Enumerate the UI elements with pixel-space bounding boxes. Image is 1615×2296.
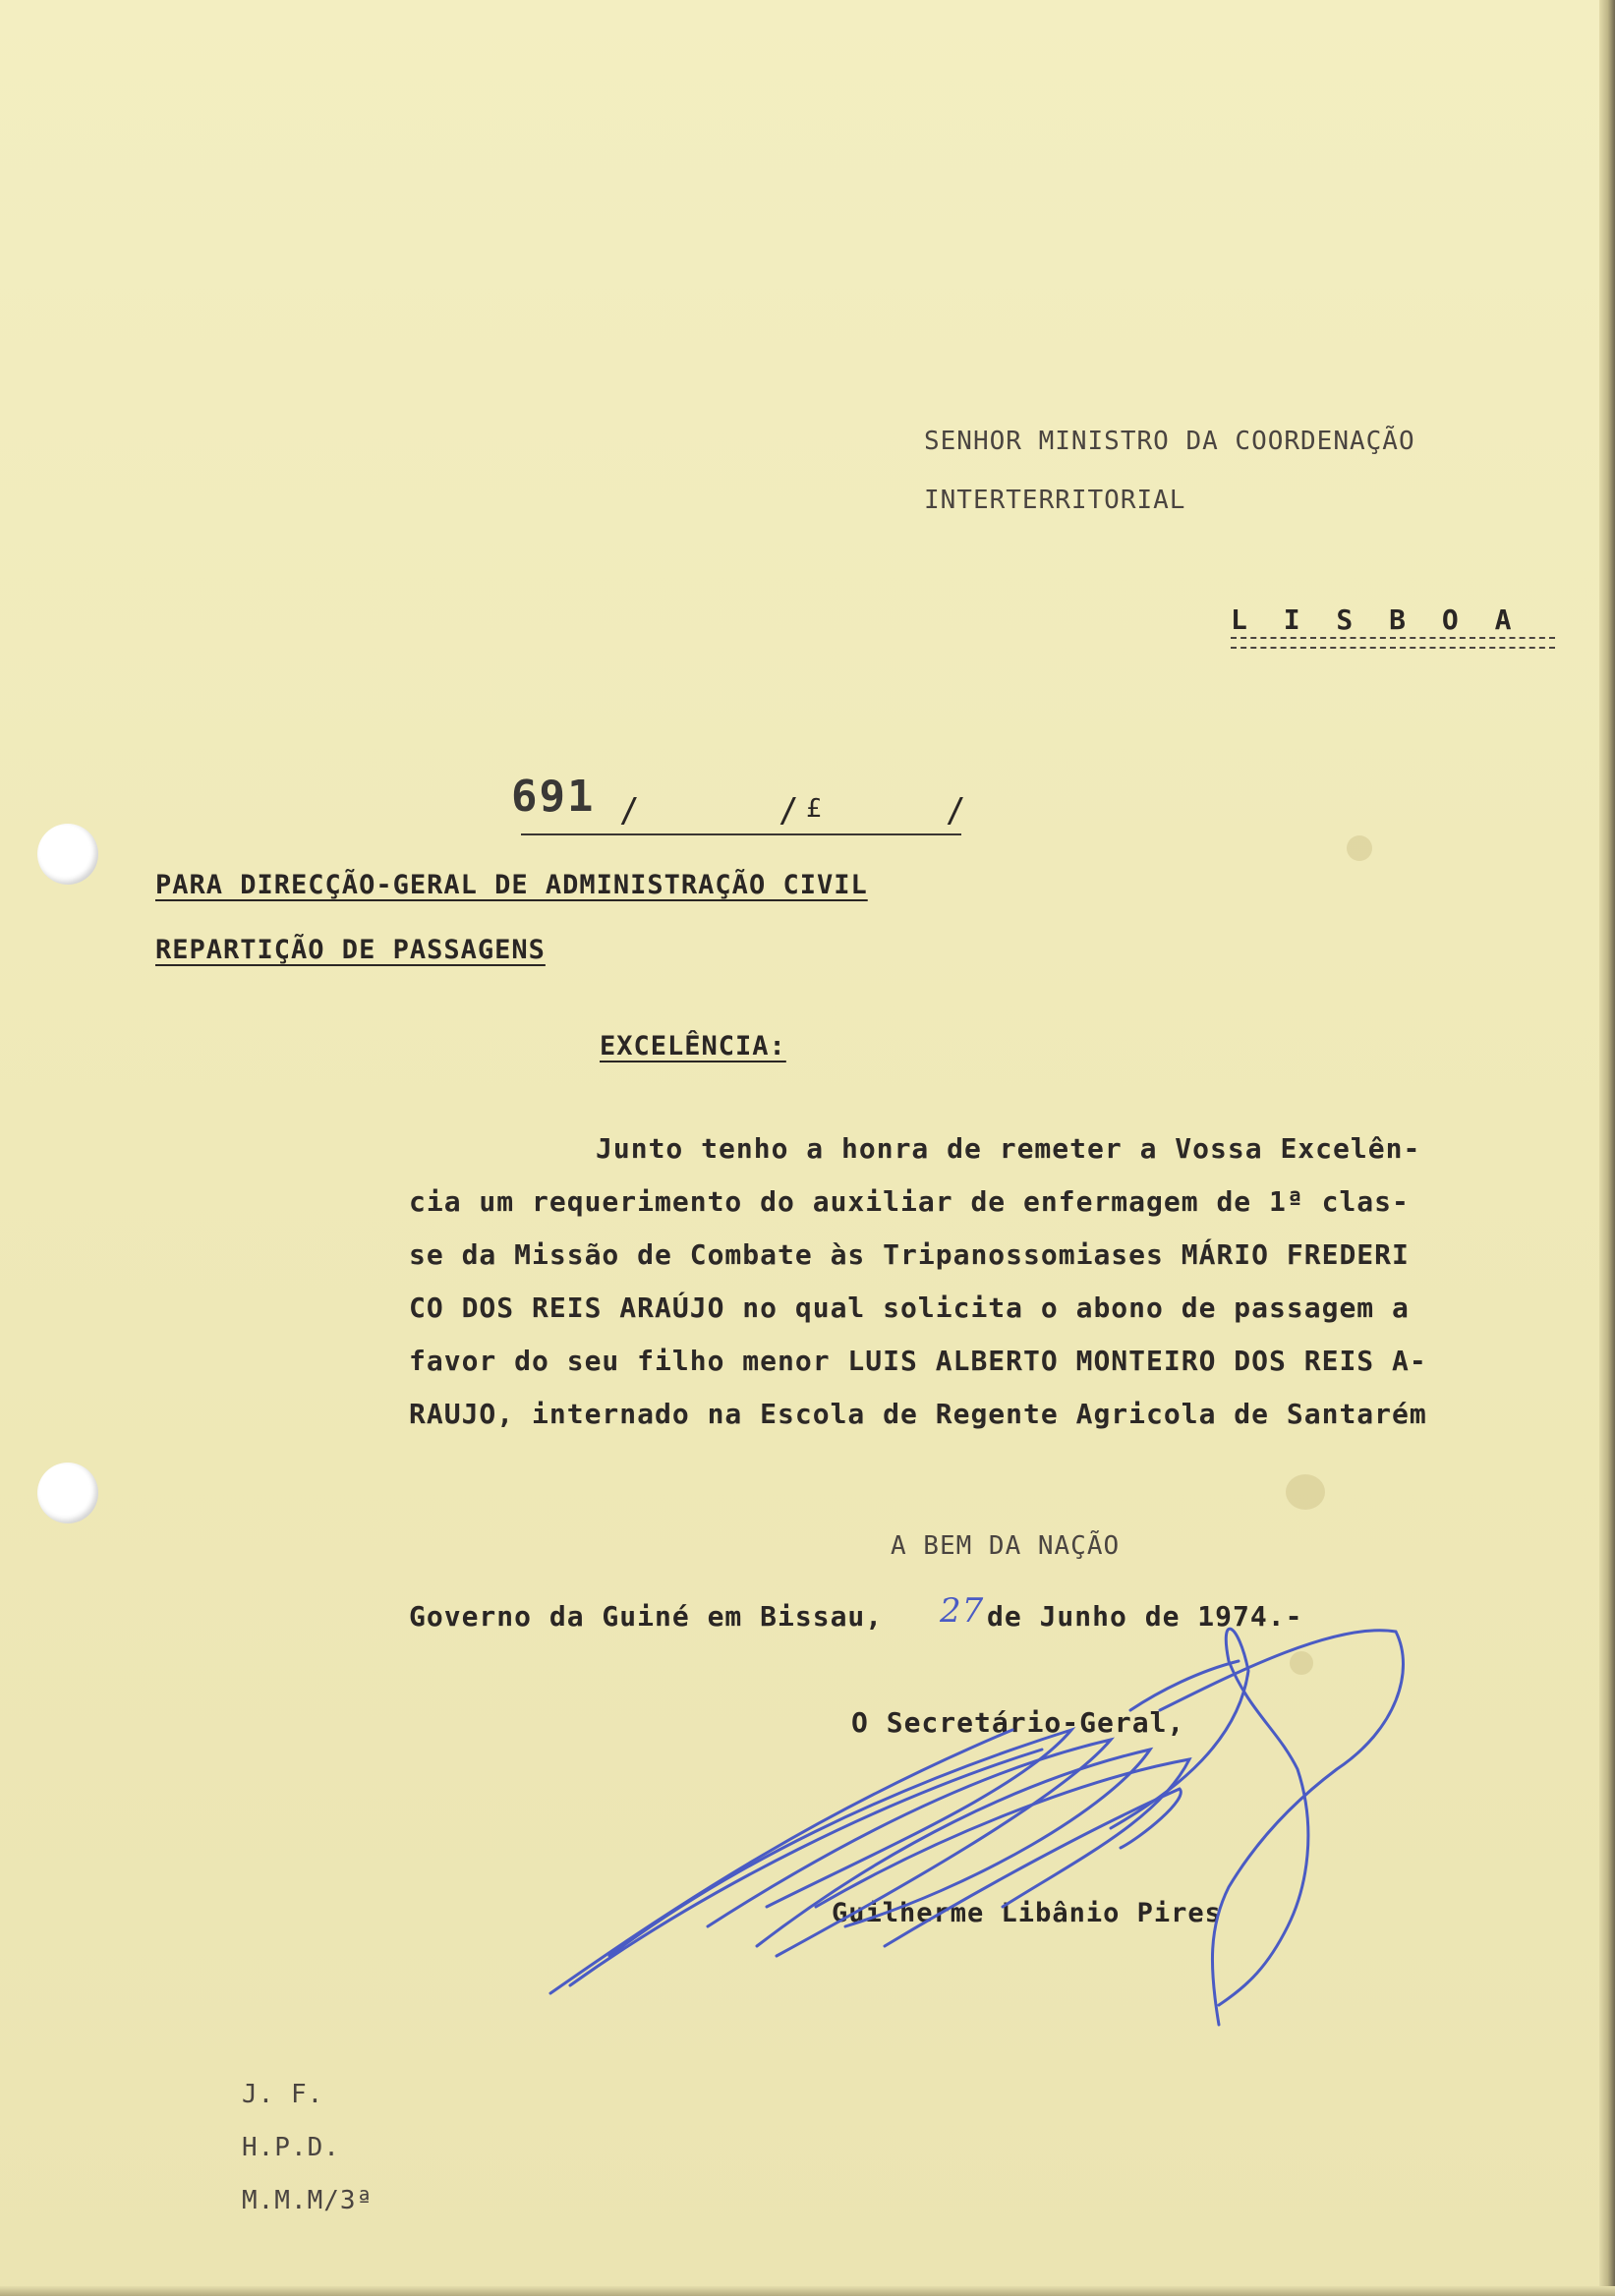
dateline-suffix: de Junho de 1974.- xyxy=(987,1600,1303,1633)
paper-stain xyxy=(1286,1474,1325,1510)
paper-edge-shadow xyxy=(1599,0,1615,2296)
body-line-3: se da Missão de Combate às Tripanossomiases MÁRIO FREDERI xyxy=(409,1238,1410,1271)
reference-number: 691 xyxy=(511,772,596,822)
signatory-title: O Secretário-Geral, xyxy=(851,1706,1185,1739)
paper-bottom-edge xyxy=(0,2286,1615,2296)
city-double-underline xyxy=(1231,637,1555,649)
dateline-day-handwritten: 27 xyxy=(940,1591,985,1631)
paper-stain xyxy=(1347,835,1372,861)
routing-line-1: PARA DIRECÇÃO-GERAL DE ADMINISTRAÇÃO CIVIL xyxy=(155,870,868,900)
reference-slash-3: / xyxy=(946,791,966,831)
punch-hole-top xyxy=(37,824,98,885)
initials-line-2: H.P.D. xyxy=(242,2133,340,2162)
reference-underline xyxy=(521,833,961,835)
paper-stain xyxy=(1290,1651,1313,1675)
initials-line-1: J. F. xyxy=(242,2080,324,2109)
body-line-4: CO DOS REIS ARAÚJO no qual solicita o abono de passagem a xyxy=(409,1292,1410,1324)
closing-formula: A BEM DA NAÇÃO xyxy=(891,1531,1121,1561)
dateline-prefix: Governo da Guiné em Bissau, xyxy=(409,1600,884,1633)
reference-slash-1: / xyxy=(619,791,640,831)
addressee-line-1: SENHOR MINISTRO DA COORDENAÇÃO xyxy=(924,427,1415,456)
punch-hole-bottom xyxy=(37,1463,98,1523)
body-line-5: favor do seu filho menor LUIS ALBERTO MONTEIRO DOS REIS A- xyxy=(409,1345,1427,1377)
addressee-city: L I S B O A xyxy=(1231,603,1522,636)
salutation: EXCELÊNCIA: xyxy=(600,1031,786,1062)
body-line-6: RAUJO, internado na Escola de Regente Agricola de Santarém xyxy=(409,1398,1427,1430)
reference-pound-mark: £ xyxy=(806,794,822,824)
initials-line-3: M.M.M/3ª xyxy=(242,2186,374,2215)
body-line-2: cia um requerimento do auxiliar de enfermagem de 1ª clas- xyxy=(409,1185,1410,1218)
signatory-name: Guilherme Libânio Pires xyxy=(832,1898,1222,1928)
routing-line-2: REPARTIÇÃO DE PASSAGENS xyxy=(155,935,546,965)
reference-slash-2: / xyxy=(779,791,799,831)
addressee-line-2: INTERTERRITORIAL xyxy=(924,486,1186,515)
body-line-1: Junto tenho a honra de remeter a Vossa Excelên- xyxy=(596,1132,1421,1165)
